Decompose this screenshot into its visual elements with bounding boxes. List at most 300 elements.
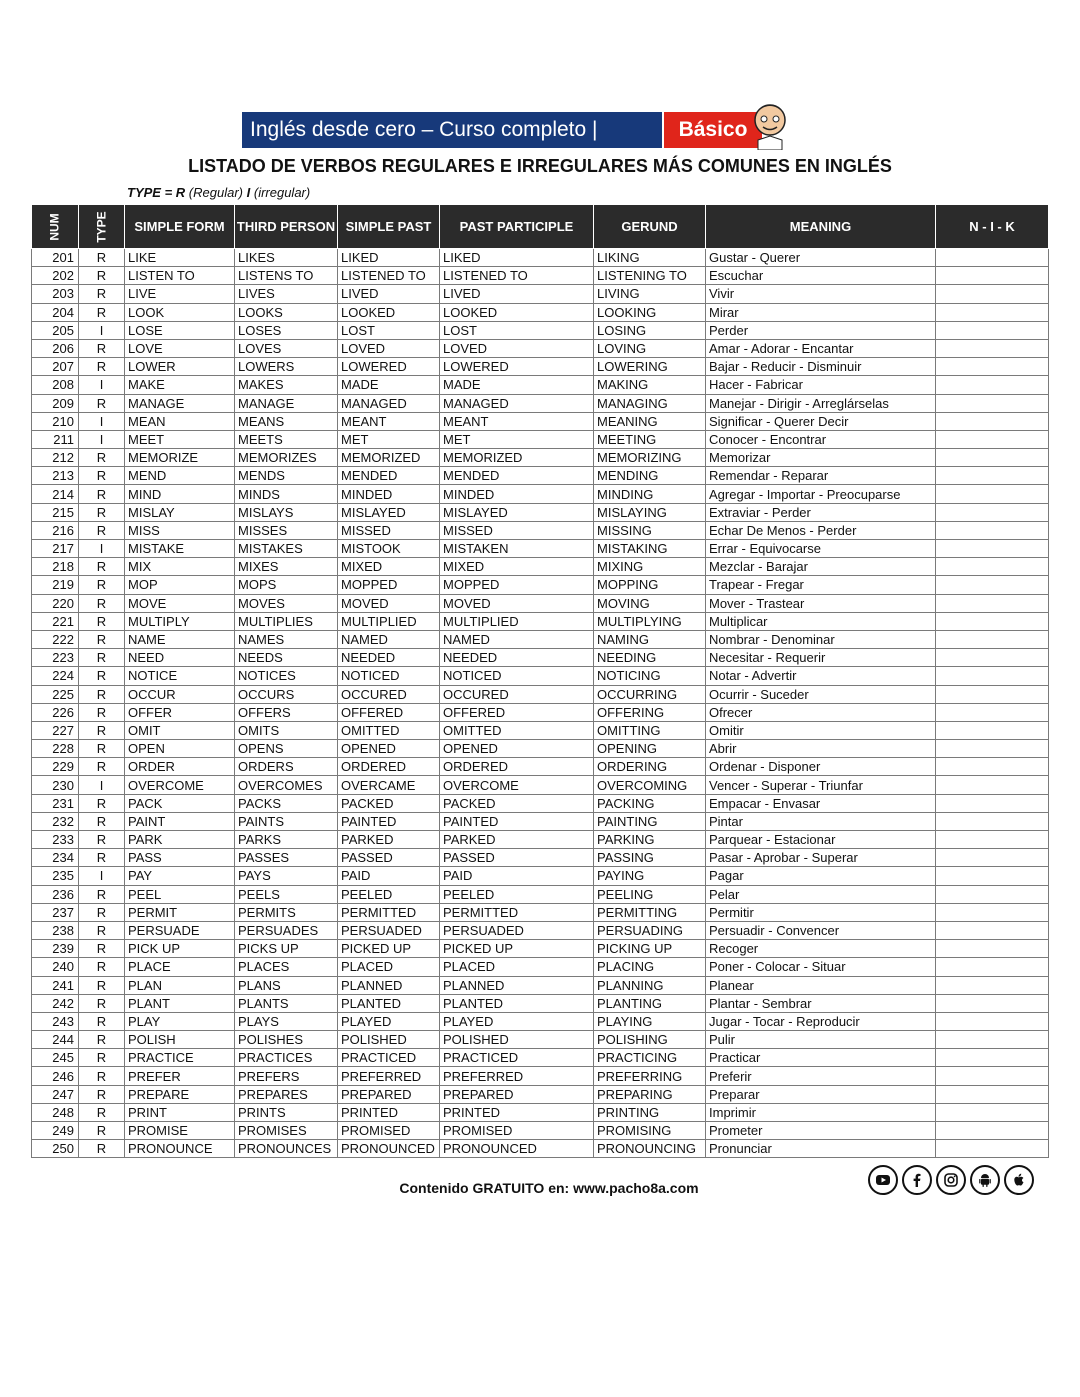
table-row (32, 630, 1049, 648)
cell-num: 245 (32, 1049, 79, 1067)
cell-nik (936, 540, 1049, 558)
cell-simple-form: MOVE (125, 594, 235, 612)
cell-type: R (79, 849, 125, 867)
cell-simple-form: PROMISE (125, 1122, 235, 1140)
cell-simple-form: MISTAKE (125, 540, 235, 558)
cell-past-participle: PROMISED (440, 1122, 594, 1140)
table-row (32, 1122, 1049, 1140)
cell-type: R (79, 1122, 125, 1140)
cell-nik (936, 594, 1049, 612)
cell-type: R (79, 358, 125, 376)
cell-num: 240 (32, 958, 79, 976)
cell-type: R (79, 503, 125, 521)
table-row (32, 685, 1049, 703)
cell-third-person: LIVES (235, 285, 338, 303)
cell-type: R (79, 467, 125, 485)
table-row (32, 1049, 1049, 1067)
verbs-table-container (31, 204, 1048, 1158)
cell-nik (936, 976, 1049, 994)
type-legend-regular: (Regular) (188, 185, 243, 200)
cell-type: R (79, 1031, 125, 1049)
cell-nik (936, 903, 1049, 921)
cell-num: 243 (32, 1012, 79, 1030)
cell-simple-form: LISTEN TO (125, 267, 235, 285)
cell-third-person: POLISHES (235, 1031, 338, 1049)
cell-simple-form: MISS (125, 521, 235, 539)
cell-meaning: Extraviar - Perder (706, 503, 936, 521)
cell-type: R (79, 794, 125, 812)
cell-nik (936, 612, 1049, 630)
cell-num: 214 (32, 485, 79, 503)
cell-simple-past: MENDED (338, 467, 440, 485)
cell-meaning: Vivir (706, 285, 936, 303)
cell-gerund: MEETING (594, 430, 706, 448)
cell-type: R (79, 630, 125, 648)
cell-meaning: Mover - Trastear (706, 594, 936, 612)
cell-simple-form: PLAY (125, 1012, 235, 1030)
cell-simple-form: POLISH (125, 1031, 235, 1049)
cell-meaning: Pintar (706, 812, 936, 830)
cell-gerund: PAYING (594, 867, 706, 885)
cell-gerund: OPENING (594, 740, 706, 758)
cell-num: 201 (32, 249, 79, 267)
cell-simple-past: NAMED (338, 630, 440, 648)
cell-simple-form: MEMORIZE (125, 449, 235, 467)
cell-meaning: Errar - Equivocarse (706, 540, 936, 558)
cell-simple-form: MISLAY (125, 503, 235, 521)
cell-meaning: Ordenar - Disponer (706, 758, 936, 776)
cell-gerund: PERMITTING (594, 903, 706, 921)
table-row (32, 267, 1049, 285)
cell-num: 222 (32, 630, 79, 648)
column-header-num: NUM (32, 205, 79, 249)
cell-gerund: MISTAKING (594, 540, 706, 558)
cell-simple-past: LOWERED (338, 358, 440, 376)
cell-num: 231 (32, 794, 79, 812)
cell-third-person: OPENS (235, 740, 338, 758)
table-row (32, 521, 1049, 539)
cell-num: 215 (32, 503, 79, 521)
android-icon[interactable] (970, 1165, 1000, 1195)
cell-type: R (79, 1067, 125, 1085)
cell-num: 225 (32, 685, 79, 703)
cell-past-participle: ORDERED (440, 758, 594, 776)
cell-past-participle: OPENED (440, 740, 594, 758)
cell-nik (936, 940, 1049, 958)
cell-gerund: MISSING (594, 521, 706, 539)
column-header-type: TYPE (79, 205, 125, 249)
cell-simple-form: PASS (125, 849, 235, 867)
table-row (32, 594, 1049, 612)
cell-past-participle: PERSUADED (440, 921, 594, 939)
cell-simple-past: NOTICED (338, 667, 440, 685)
cell-simple-past: MINDED (338, 485, 440, 503)
cell-gerund: MANAGING (594, 394, 706, 412)
cell-third-person: MEANS (235, 412, 338, 430)
cell-num: 239 (32, 940, 79, 958)
cell-num: 223 (32, 649, 79, 667)
cell-num: 248 (32, 1103, 79, 1121)
cell-nik (936, 376, 1049, 394)
cell-nik (936, 812, 1049, 830)
cell-simple-past: PAINTED (338, 812, 440, 830)
cell-meaning: Preparar (706, 1085, 936, 1103)
cell-type: R (79, 976, 125, 994)
cell-simple-form: MEND (125, 467, 235, 485)
table-row (32, 831, 1049, 849)
cell-simple-form: PLACE (125, 958, 235, 976)
cell-meaning: Abrir (706, 740, 936, 758)
cell-gerund: LIKING (594, 249, 706, 267)
cell-meaning: Notar - Advertir (706, 667, 936, 685)
cell-simple-form: MEAN (125, 412, 235, 430)
table-row (32, 776, 1049, 794)
cell-gerund: LISTENING TO (594, 267, 706, 285)
cell-past-participle: LIKED (440, 249, 594, 267)
cell-simple-past: PROMISED (338, 1122, 440, 1140)
cell-nik (936, 1085, 1049, 1103)
cell-type: R (79, 831, 125, 849)
cell-meaning: Persuadir - Convencer (706, 921, 936, 939)
cell-simple-past: PREFERRED (338, 1067, 440, 1085)
cell-third-person: MANAGE (235, 394, 338, 412)
cell-meaning: Planear (706, 976, 936, 994)
cell-simple-form: NAME (125, 630, 235, 648)
cell-past-participle: PACKED (440, 794, 594, 812)
cell-meaning: Manejar - Dirigir - Arreglárselas (706, 394, 936, 412)
social-icons (868, 1165, 1034, 1195)
cell-nik (936, 412, 1049, 430)
cell-type: R (79, 1103, 125, 1121)
cell-type: R (79, 339, 125, 357)
cell-third-person: PRACTICES (235, 1049, 338, 1067)
cell-meaning: Bajar - Reducir - Disminuir (706, 358, 936, 376)
cell-simple-past: MISSED (338, 521, 440, 539)
cell-simple-form: PRACTICE (125, 1049, 235, 1067)
cell-simple-past: PERSUADED (338, 921, 440, 939)
cell-gerund: PREPARING (594, 1085, 706, 1103)
cell-past-participle: PLANTED (440, 994, 594, 1012)
cell-third-person: PERSUADES (235, 921, 338, 939)
footer-text: Contenido GRATUITO en: www.pacho8a.com (399, 1180, 699, 1196)
cell-gerund: PERSUADING (594, 921, 706, 939)
cell-gerund: PAINTING (594, 812, 706, 830)
cell-type: R (79, 558, 125, 576)
cell-num: 230 (32, 776, 79, 794)
cell-simple-form: PERSUADE (125, 921, 235, 939)
column-header-nik: N - I - K (936, 205, 1049, 249)
cell-nik (936, 558, 1049, 576)
table-row (32, 649, 1049, 667)
cell-num: 216 (32, 521, 79, 539)
table-row (32, 303, 1049, 321)
cell-past-participle: MULTIPLIED (440, 612, 594, 630)
cell-num: 209 (32, 394, 79, 412)
column-header-third-person: THIRD PERSON (235, 205, 338, 249)
cell-simple-past: OFFERED (338, 703, 440, 721)
cell-meaning: Pasar - Aprobar - Superar (706, 849, 936, 867)
cell-meaning: Pulir (706, 1031, 936, 1049)
cell-simple-form: OFFER (125, 703, 235, 721)
cell-num: 210 (32, 412, 79, 430)
cell-nik (936, 849, 1049, 867)
cell-gerund: PASSING (594, 849, 706, 867)
cell-simple-past: MET (338, 430, 440, 448)
cell-past-participle: PREFERRED (440, 1067, 594, 1085)
youtube-icon[interactable] (868, 1165, 898, 1195)
table-row (32, 558, 1049, 576)
cell-meaning: Omitir (706, 721, 936, 739)
table-row (32, 249, 1049, 267)
cell-past-participle: PRACTICED (440, 1049, 594, 1067)
column-header-meaning: MEANING (706, 205, 936, 249)
cell-simple-past: NEEDED (338, 649, 440, 667)
cell-past-participle: MEANT (440, 412, 594, 430)
table-row (32, 958, 1049, 976)
cell-num: 236 (32, 885, 79, 903)
cell-num: 204 (32, 303, 79, 321)
cell-past-participle: PREPARED (440, 1085, 594, 1103)
cell-gerund: PLAYING (594, 1012, 706, 1030)
cell-type: R (79, 267, 125, 285)
cell-past-participle: PLAYED (440, 1012, 594, 1030)
cell-type: R (79, 885, 125, 903)
cell-type: R (79, 576, 125, 594)
cell-simple-form: PERMIT (125, 903, 235, 921)
cell-past-participle: LOVED (440, 339, 594, 357)
cell-past-participle: MANAGED (440, 394, 594, 412)
cell-nik (936, 630, 1049, 648)
cell-third-person: MINDS (235, 485, 338, 503)
banner-title: Inglés desde cero – Curso completo | (242, 112, 662, 148)
cell-nik (936, 576, 1049, 594)
cell-type: R (79, 903, 125, 921)
cell-num: 233 (32, 831, 79, 849)
cell-simple-form: MIX (125, 558, 235, 576)
cell-past-participle: PRINTED (440, 1103, 594, 1121)
cell-simple-form: PLAN (125, 976, 235, 994)
cell-past-participle: OCCURED (440, 685, 594, 703)
cell-meaning: Pelar (706, 885, 936, 903)
cell-meaning: Gustar - Querer (706, 249, 936, 267)
cell-num: 206 (32, 339, 79, 357)
cell-third-person: PICKS UP (235, 940, 338, 958)
cell-nik (936, 521, 1049, 539)
table-row (32, 940, 1049, 958)
cell-nik (936, 721, 1049, 739)
cell-gerund: PRINTING (594, 1103, 706, 1121)
cell-meaning: Pagar (706, 867, 936, 885)
cell-type: R (79, 1085, 125, 1103)
cell-type: R (79, 958, 125, 976)
cell-gerund: MOPPING (594, 576, 706, 594)
cell-past-participle: PLACED (440, 958, 594, 976)
cell-type: R (79, 1140, 125, 1158)
cell-third-person: PRONOUNCES (235, 1140, 338, 1158)
cell-simple-past: PLANTED (338, 994, 440, 1012)
table-row (32, 994, 1049, 1012)
table-row (32, 1031, 1049, 1049)
cell-meaning: Jugar - Tocar - Reproducir (706, 1012, 936, 1030)
cell-meaning: Trapear - Fregar (706, 576, 936, 594)
cell-meaning: Imprimir (706, 1103, 936, 1121)
cell-nik (936, 685, 1049, 703)
cell-third-person: PLAYS (235, 1012, 338, 1030)
document-title: LISTADO DE VERBOS REGULARES E IRREGULARES MÁS COMUNES EN INGLÉS (188, 156, 892, 176)
table-row (32, 358, 1049, 376)
cell-num: 238 (32, 921, 79, 939)
cell-meaning: Escuchar (706, 267, 936, 285)
cell-gerund: MAKING (594, 376, 706, 394)
cell-past-participle: PEELED (440, 885, 594, 903)
cell-meaning: Agregar - Importar - Preocuparse (706, 485, 936, 503)
cell-type: R (79, 249, 125, 267)
cell-past-participle: MISLAYED (440, 503, 594, 521)
cell-past-participle: LIVED (440, 285, 594, 303)
cell-third-person: NOTICES (235, 667, 338, 685)
cell-third-person: MEMORIZES (235, 449, 338, 467)
apple-icon[interactable] (1004, 1165, 1034, 1195)
cell-simple-past: MADE (338, 376, 440, 394)
cell-nik (936, 867, 1049, 885)
cell-past-participle: PAINTED (440, 812, 594, 830)
cell-third-person: LOSES (235, 321, 338, 339)
cell-meaning: Practicar (706, 1049, 936, 1067)
table-row (32, 1067, 1049, 1085)
cell-simple-form: LOSE (125, 321, 235, 339)
cell-gerund: PARKING (594, 831, 706, 849)
cell-simple-past: MANAGED (338, 394, 440, 412)
cell-simple-past: MULTIPLIED (338, 612, 440, 630)
cell-type: I (79, 412, 125, 430)
facebook-icon[interactable] (902, 1165, 932, 1195)
cell-num: 208 (32, 376, 79, 394)
cell-third-person: PLANS (235, 976, 338, 994)
cell-simple-form: OCCUR (125, 685, 235, 703)
cell-num: 235 (32, 867, 79, 885)
cell-num: 234 (32, 849, 79, 867)
cell-simple-past: LOVED (338, 339, 440, 357)
cell-third-person: LOVES (235, 339, 338, 357)
cell-simple-form: ORDER (125, 758, 235, 776)
cell-simple-form: OMIT (125, 721, 235, 739)
cell-simple-past: LIKED (338, 249, 440, 267)
cell-gerund: NOTICING (594, 667, 706, 685)
cell-third-person: LOOKS (235, 303, 338, 321)
cell-nik (936, 831, 1049, 849)
cell-simple-past: PRACTICED (338, 1049, 440, 1067)
cell-nik (936, 740, 1049, 758)
cell-simple-form: PARK (125, 831, 235, 849)
cell-past-participle: OFFERED (440, 703, 594, 721)
cell-simple-past: PREPARED (338, 1085, 440, 1103)
cell-type: R (79, 921, 125, 939)
cell-type: R (79, 303, 125, 321)
cell-simple-form: PLANT (125, 994, 235, 1012)
table-row (32, 430, 1049, 448)
table-row (32, 740, 1049, 758)
table-row (32, 321, 1049, 339)
cell-simple-past: OMITTED (338, 721, 440, 739)
table-row (32, 394, 1049, 412)
cell-simple-form: PREFER (125, 1067, 235, 1085)
cell-type: R (79, 994, 125, 1012)
cell-type: R (79, 449, 125, 467)
cell-meaning: Plantar - Sembrar (706, 994, 936, 1012)
cell-past-participle: NEEDED (440, 649, 594, 667)
cell-simple-past: PERMITTED (338, 903, 440, 921)
cell-type: R (79, 703, 125, 721)
cell-simple-past: OPENED (338, 740, 440, 758)
cell-type: R (79, 667, 125, 685)
table-row (32, 576, 1049, 594)
cell-meaning: Ocurrir - Suceder (706, 685, 936, 703)
cell-type: R (79, 758, 125, 776)
cell-type: I (79, 776, 125, 794)
table-row (32, 540, 1049, 558)
table-row (32, 703, 1049, 721)
cell-nik (936, 885, 1049, 903)
cell-meaning: Permitir (706, 903, 936, 921)
cell-num: 219 (32, 576, 79, 594)
cell-nik (936, 303, 1049, 321)
table-row (32, 903, 1049, 921)
cell-simple-past: PLANNED (338, 976, 440, 994)
cell-simple-form: MANAGE (125, 394, 235, 412)
cell-simple-form: PICK UP (125, 940, 235, 958)
cell-num: 237 (32, 903, 79, 921)
mascot-avatar-icon (750, 96, 790, 150)
instagram-icon[interactable] (936, 1165, 966, 1195)
cell-gerund: MISLAYING (594, 503, 706, 521)
cell-gerund: MEMORIZING (594, 449, 706, 467)
cell-simple-past: ORDERED (338, 758, 440, 776)
table-row (32, 885, 1049, 903)
cell-meaning: Memorizar (706, 449, 936, 467)
cell-simple-form: NOTICE (125, 667, 235, 685)
table-row (32, 1140, 1049, 1158)
cell-gerund: MENDING (594, 467, 706, 485)
cell-third-person: PASSES (235, 849, 338, 867)
table-row (32, 921, 1049, 939)
cell-nik (936, 467, 1049, 485)
cell-num: 247 (32, 1085, 79, 1103)
cell-gerund: LOSING (594, 321, 706, 339)
type-legend-label: TYPE = R (127, 185, 186, 200)
table-row (32, 721, 1049, 739)
cell-nik (936, 267, 1049, 285)
table-row (32, 1012, 1049, 1030)
cell-third-person: MIXES (235, 558, 338, 576)
cell-third-person: PAINTS (235, 812, 338, 830)
cell-nik (936, 1122, 1049, 1140)
cell-simple-form: LOWER (125, 358, 235, 376)
cell-num: 241 (32, 976, 79, 994)
cell-third-person: LISTENS TO (235, 267, 338, 285)
cell-third-person: MEETS (235, 430, 338, 448)
cell-num: 211 (32, 430, 79, 448)
cell-meaning: Recoger (706, 940, 936, 958)
cell-gerund: OMITTING (594, 721, 706, 739)
cell-simple-past: OCCURED (338, 685, 440, 703)
cell-meaning: Remendar - Reparar (706, 467, 936, 485)
cell-nik (936, 358, 1049, 376)
cell-gerund: OVERCOMING (594, 776, 706, 794)
table-row (32, 485, 1049, 503)
cell-simple-past: POLISHED (338, 1031, 440, 1049)
cell-gerund: MOVING (594, 594, 706, 612)
cell-nik (936, 703, 1049, 721)
